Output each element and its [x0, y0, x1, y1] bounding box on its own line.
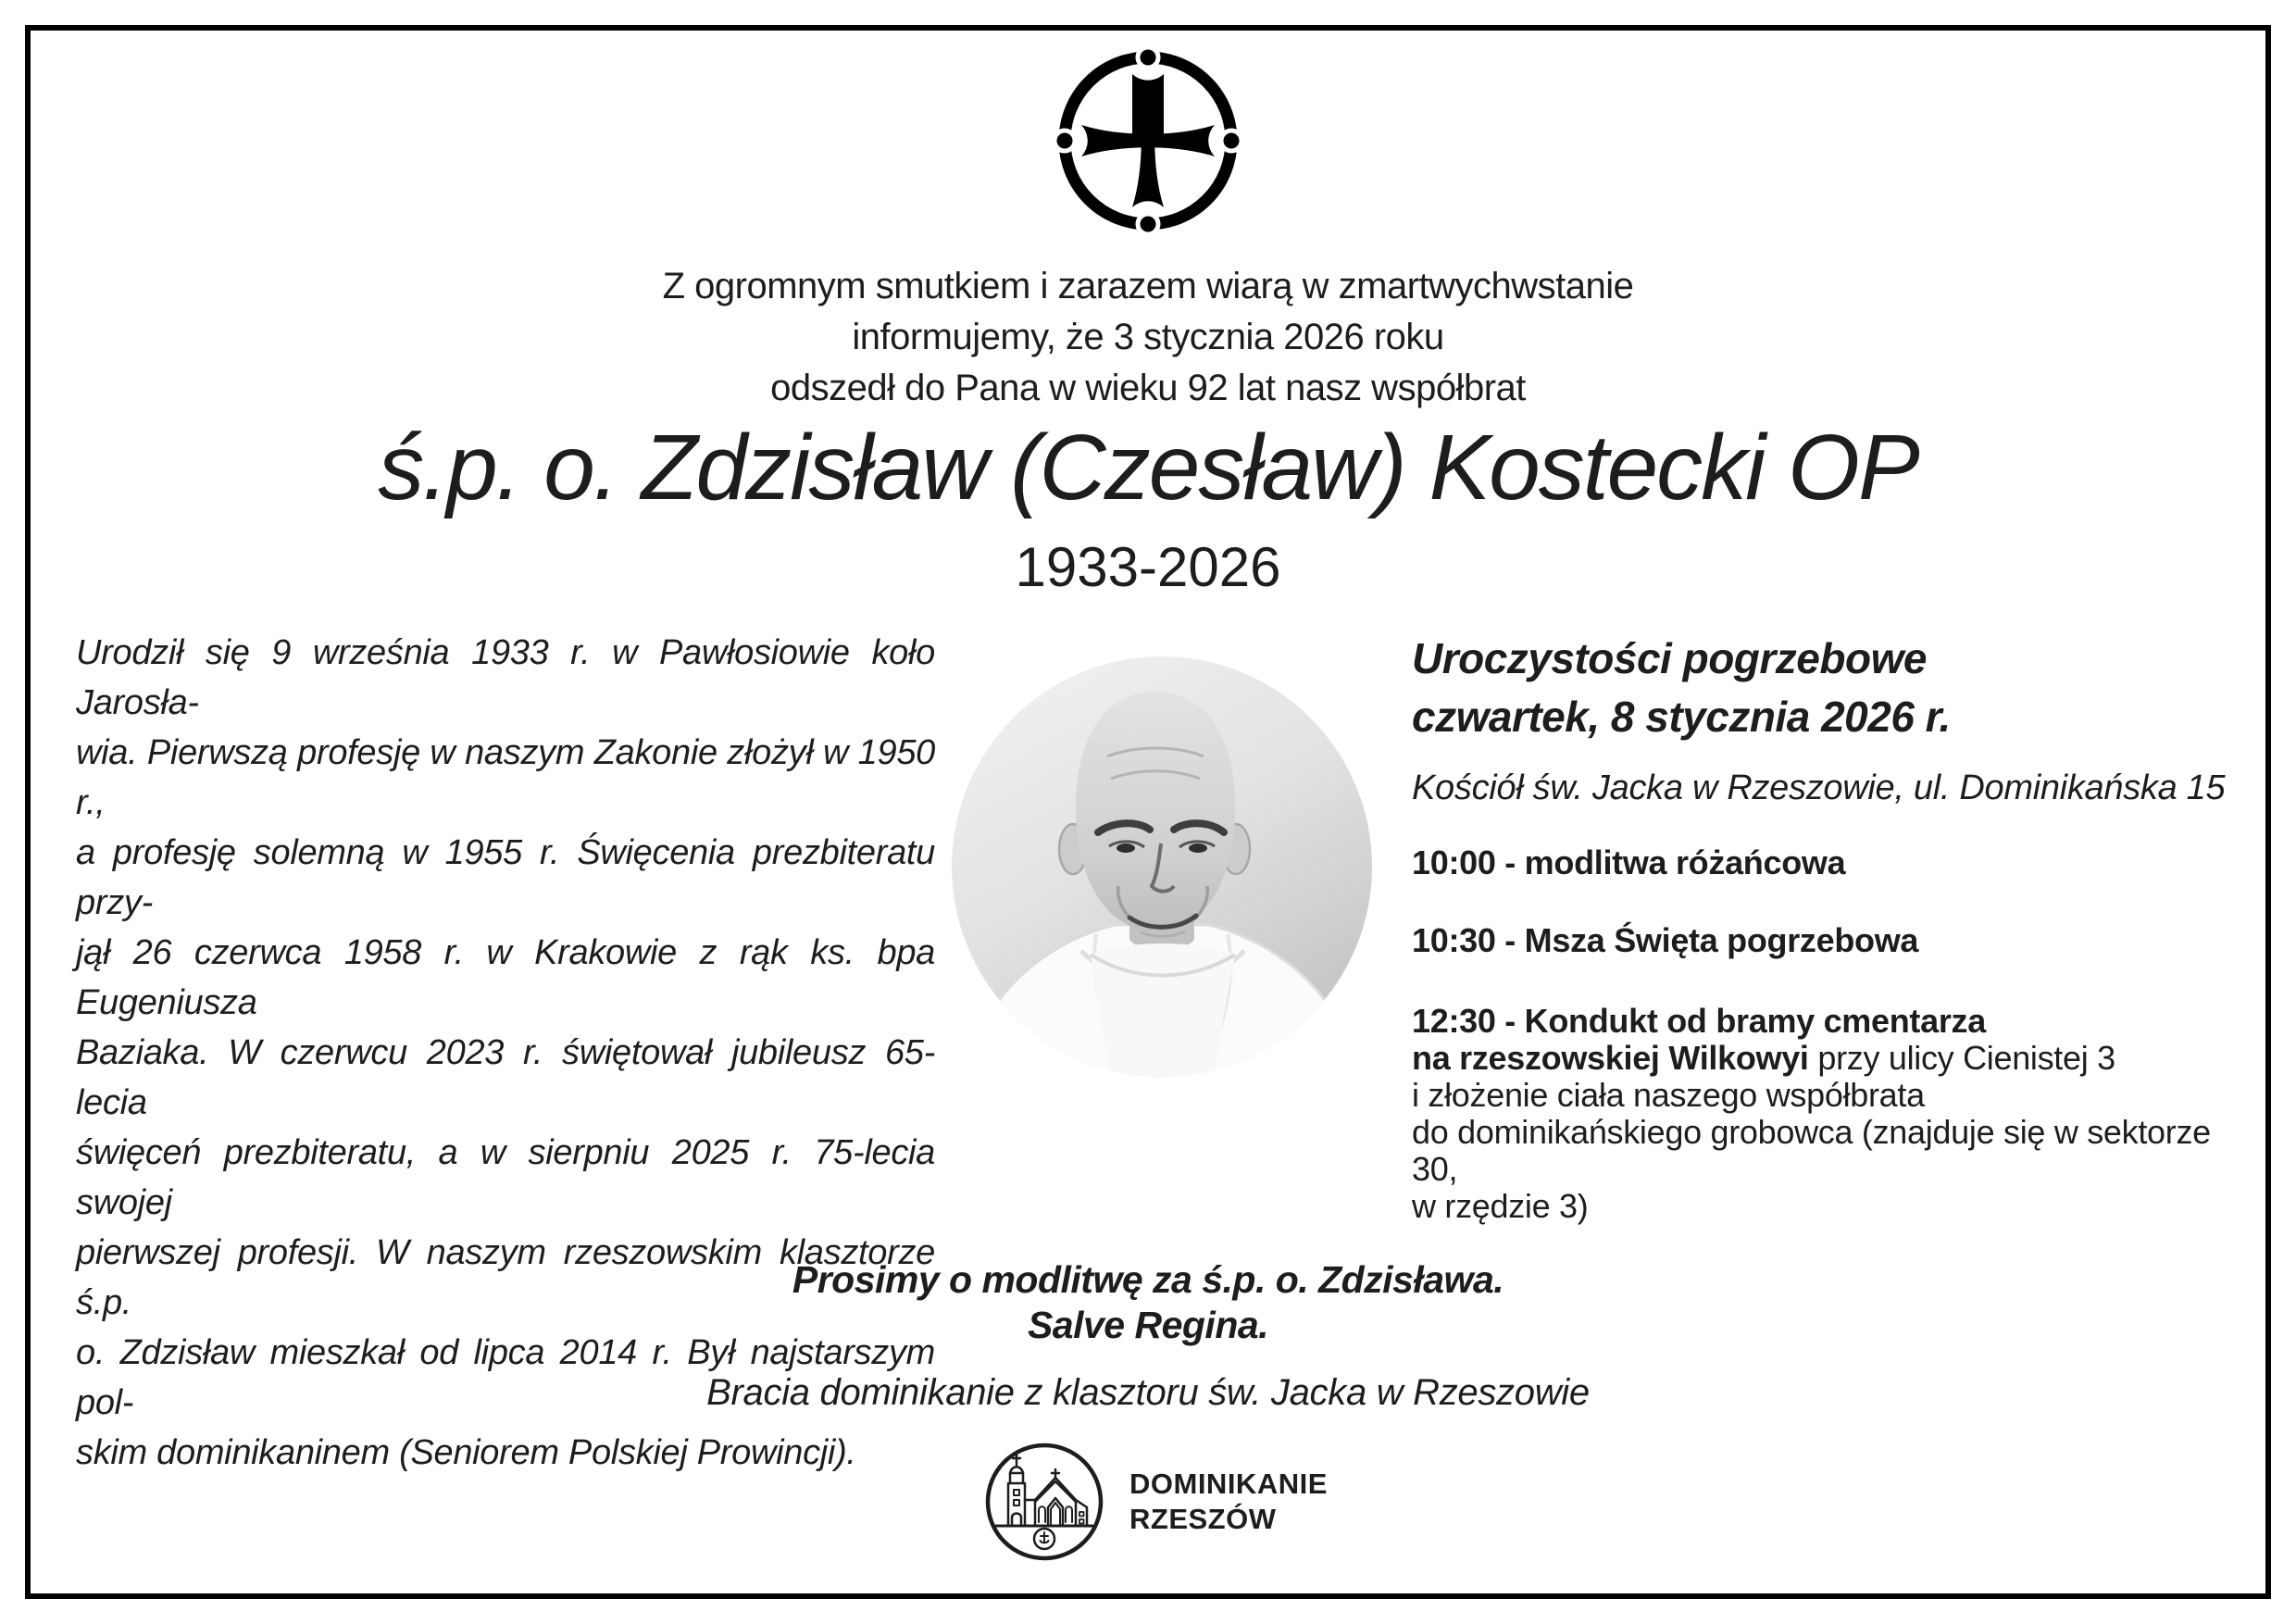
logo-text	[1129, 1467, 1328, 1537]
intro-line: informujemy, że 3 stycznia 2026 roku	[852, 317, 1444, 357]
funeral-details-section	[1412, 630, 2236, 1225]
procession-line: w rzędzie 3)	[1412, 1187, 1589, 1225]
biography-line: skim dominikaninem (Seniorem Polskiej Prowincji).	[76, 1433, 856, 1472]
intro-text	[0, 261, 2296, 414]
portrait-photo-svg	[952, 656, 1372, 1077]
intro-line: Z ogromnym smutkiem i zarazem wiarą w zmartwychwstanie	[662, 266, 1634, 306]
biography-line: jął 26 czerwca 1958 r. w Krakowie z rąk ks. bpa Eugeniusza	[76, 933, 935, 1022]
funeral-heading-line: Uroczystości pogrzebowe	[1412, 634, 1927, 682]
biography-line: pierwszej profesji. W naszym rzeszowskim klasztorze ś.p.	[76, 1233, 935, 1322]
procession-line: do dominikańskiego grobowca (znajduje się w sektorze 30,	[1412, 1113, 2211, 1188]
biography-line: święceń prezbiteratu, a w sierpniu 2025 r. 75-lecia swojej	[76, 1133, 935, 1222]
prayer-request	[0, 1257, 2296, 1348]
procession-line2-rest: przy ulicy Cienistej 3	[1808, 1039, 2115, 1077]
prayer-line: Prosimy o modlitwę za ś.p. o. Zdzisława.	[792, 1258, 1504, 1301]
life-years: 1933-2026	[1015, 536, 1281, 598]
intro-line: odszedł do Pana w wieku 92 lat nasz współbrat	[770, 368, 1526, 408]
biography-line: o. Zdzisław mieszkał od lipca 2014 r. Był najstarszym pol-	[76, 1333, 935, 1422]
funeral-heading	[1412, 630, 2236, 746]
funeral-location: Kościół św. Jacka w Rzeszowie, ul. Dominikańska 15	[1412, 768, 2226, 807]
biography-line: wia. Pierwszą profesję w naszym Zakonie złożył w 1950 r.,	[76, 733, 935, 822]
procession-line: i złożenie ciała naszego współbrata	[1412, 1076, 1925, 1114]
procession-line	[1412, 1003, 2236, 1040]
closing-section	[0, 1257, 2296, 1414]
church-icon-svg	[983, 1441, 1105, 1563]
dominikanie-rzeszow-logo	[983, 1441, 1328, 1563]
biography-line: Baziaka. W czerwcu 2023 r. świętował jubileusz 65-lecia	[76, 1033, 935, 1122]
consecration-cross-svg	[1055, 48, 1241, 233]
logo-text-line1: DOMINIKANIE	[1129, 1468, 1328, 1500]
procession-line	[1412, 1040, 2236, 1077]
schedule-item-rosary: 10:00 - modlitwa różańcowa	[1412, 843, 1846, 881]
funeral-heading-line: czwartek, 8 stycznia 2026 r.	[1412, 693, 1951, 741]
biography-line: a profesję solemną w 1955 r. Święcenia prezbiteratu przy-	[76, 833, 935, 922]
portrait-photo	[952, 656, 1372, 1077]
deceased-name-title: ś.p. o. Zdzisław (Czesław) Kostecki OP	[378, 416, 1918, 519]
consecration-cross-icon	[1055, 48, 1241, 233]
schedule-item-mass: 10:30 - Msza Święta pogrzebowa	[1412, 921, 1919, 959]
logo-text-line2: RZESZÓW	[1129, 1503, 1277, 1535]
procession-line1-bold: 12:30 - Kondukt od bramy cmentarza	[1412, 1002, 1986, 1040]
prayer-line-salve-regina: Salve Regina.	[1027, 1304, 1269, 1346]
procession-line2-bold: na rzeszowskiej Wilkowyi	[1412, 1039, 1809, 1077]
biography-line: Urodził się 9 września 1933 r. w Pawłosiowie koło Jarosła-	[76, 633, 935, 722]
signature-line: Bracia dominikanie z klasztoru św. Jacka w Rzeszowie	[706, 1372, 1590, 1413]
church-icon	[983, 1441, 1105, 1563]
schedule-item-procession	[1412, 1003, 2236, 1225]
